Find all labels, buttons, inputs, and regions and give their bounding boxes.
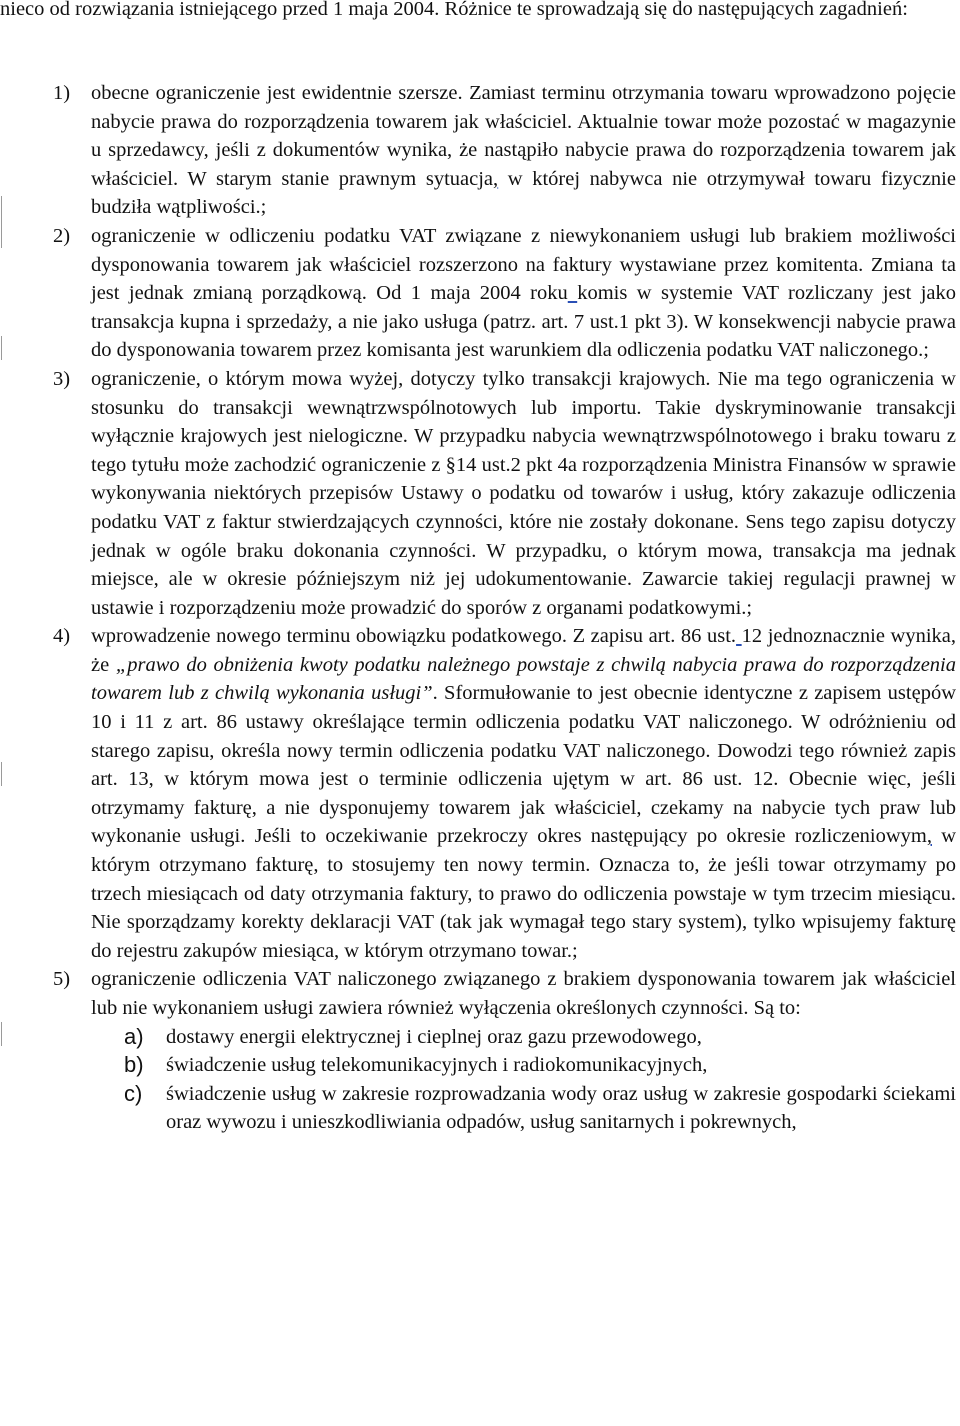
item-text: w którym otrzymano fakturę, to stosujemy ten nowy termin. Oznacza to, że jeśli towar otrzymamy po trzech miesiącach od daty otrzymania faktury, to prawo do odliczenia powstaje w tym trzecim miesiącu. Nie sporządzamy korekty deklaracji VAT (tak jak wymagał tego stary system), tylko wpisujemy fakturę do rejestru zakupów miesiąca, w którym otrzymano towar.; (91, 825, 956, 962)
sub-list-letter: a) (124, 1023, 144, 1049)
item-text: 12 jednoznacznie wynika, że (91, 625, 956, 676)
restrictions-list (0, 79, 956, 1137)
tracked-change (568, 282, 577, 304)
intro-paragraph: nieco od rozwiązania istniejącego przed 1 maja 2004. Różnice te sprowadzają się do następujących zagadnień: (0, 0, 908, 20)
list-number: 2) (53, 224, 71, 247)
tracked-change: , (926, 825, 932, 848)
list-item (0, 965, 956, 1137)
sub-item-text: świadczenie usług telekomunikacyjnych i radiokomunikacyjnych, (166, 1054, 708, 1077)
sub-list-item (91, 1051, 956, 1080)
sub-item-text: dostawy energii elektrycznej i cieplnej oraz gazu przewodowego, (166, 1025, 702, 1048)
item-text: ograniczenie odliczenia VAT naliczonego związanego z brakiem dysponowania towarem jak właściciel lub nie wykonaniem usługi zawiera również wyłączenia określonych czynności. Są to: (91, 968, 956, 1019)
list-number: 5) (53, 968, 71, 991)
list-item (0, 222, 956, 365)
tracked-change: , (493, 167, 499, 190)
exclusions-list (91, 1023, 956, 1137)
item-text: ograniczenie, o którym mowa wyżej, dotyczy tylko transakcji krajowych. Nie ma tego ograniczenia w stosunku do transakcji wewnątrzwspólnotowych lub importu. Takie dyskryminowanie transakcji wyłącznie krajowych jest nielogiczne. W przypadku nabycia wewnątrzwspólnotowego i braku towaru z tego tytułu może zachodzić ograniczenie z §14 ust.2 pkt 4a rozporządzenia Ministra Finansów w sprawie wykonywania niektórych przepisów Ustawy o podatku od towarów i usług, który zakazuje odliczenia podatku VAT z faktur stwierdzających czynności, które nie zostały dokonane. Sens tego zapisu dotyczy jednak w ogóle braku dokonania czynności. W przypadku, o którym mowa, transakcja ma jednak miejsce, ale w okresie późniejszym niż jej udokumentowanie. Zawarcie takiej regulacji prawnej w ustawie i rozporządzeniu może prowadzić do sporów z organami podatkowymi.; (91, 367, 956, 619)
list-item (0, 622, 956, 965)
item-text: . Sformułowanie to jest obecnie identyczne z zapisem ustępów 10 i 11 z art. 86 ustawy określające termin odliczenia podatku VAT naliczonego. W odróżnieniu od starego zapisu, określa nowy termin odliczenia podatku VAT naliczonego. Dowodzi tego również zapis art. 13, w którym mowa jest o terminie odliczenia ujętym w art. 86 ust. 12. Obecnie więc, jeśli otrzymamy fakturę, a nie dysponujemy towarem jak właściciel, czekamy na nabycie tych praw lub wykonanie usługi. Jeśli to oczekiwanie przekroczy okres następujący po okresie rozliczeniowym (91, 682, 956, 848)
sub-list-letter: c) (124, 1080, 143, 1106)
item-text: wprowadzenie nowego terminu obowiązku podatkowego. Z zapisu art. 86 ust. (91, 625, 737, 648)
list-number: 1) (53, 82, 71, 104)
sub-item-text: świadczenie usług w zakresie rozprowadzania wody oraz usług w zakresie gospodarki ściekami oraz wywozu i unieszkodliwiania odpadów, usług sanitarnych i pokrewnych, (166, 1082, 956, 1134)
sub-list-letter: b) (124, 1052, 144, 1078)
item-text: obecne ograniczenie jest ewidentnie szersze. Zamiast terminu otrzymania towaru wprowadzono pojęcie nabycie prawa do rozporządzenia towarem jak właściciel. Aktualnie towar może pozostać w magazynie u sprzedawcy, jeśli z dokumentów wynika, że nastąpiło nabycie prawa do rozporządzenia towarem jak właściciel. W starym stanie prawnym sytuacja (91, 82, 956, 190)
sub-list-item (91, 1080, 956, 1137)
item-text: w której nabywca nie otrzymywał towaru fizycznie budziła wątpliwości.; (91, 167, 956, 219)
list-number: 3) (53, 367, 71, 390)
list-number: 4) (53, 625, 71, 648)
quoted-provision: „prawo do obniżenia kwoty podatku należnego powstaje z chwilą nabycia prawa do rozporządzenia towarem lub z chwilą wykonania usługi” (91, 653, 956, 705)
list-item (0, 79, 956, 222)
item-text: ograniczenie w odliczeniu podatku VAT związane z niewykonaniem usługi lub brakiem możliwości dysponowania towarem jak właściciel rozszerzono na faktury wystawiane przez komitenta. Zmiana ta jest jednak zmianą porządkową. Od 1 maja 2004 roku (91, 224, 956, 305)
item-text: komis w systemie VAT rozliczany jest jako transakcja kupna i sprzedaży, a nie jako usługa (patrz. art. 7 ust.1 pkt 3). W konsekwencji nabycie prawa do dysponowania towarem przez komisanta jest warunkiem dla odliczenia podatku VAT naliczonego.; (91, 282, 957, 362)
sub-list-item (91, 1023, 956, 1052)
list-item (0, 365, 956, 622)
